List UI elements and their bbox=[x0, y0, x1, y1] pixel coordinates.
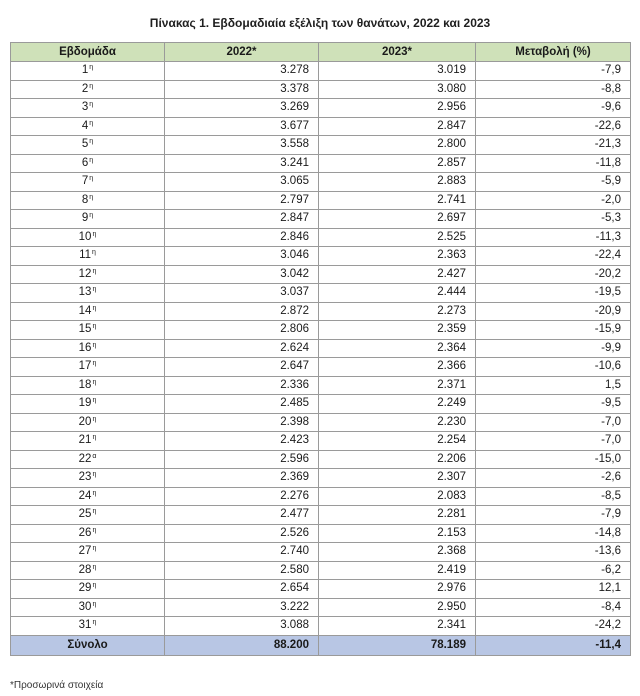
table-row bbox=[11, 487, 631, 506]
table-row bbox=[11, 99, 631, 118]
week-ordinal-suffix: η bbox=[92, 415, 97, 423]
column-header-week: Εβδομάδα bbox=[11, 43, 165, 62]
week-number: 8 bbox=[81, 193, 89, 206]
table-row bbox=[11, 598, 631, 617]
table-row bbox=[11, 432, 631, 451]
week-number: 17 bbox=[78, 360, 92, 373]
change-percent: -20,9 bbox=[476, 302, 631, 321]
week-cell bbox=[11, 358, 165, 377]
week-number: 1 bbox=[81, 64, 89, 77]
footnote: *Προσωρινά στοιχεία bbox=[10, 680, 104, 691]
value-2022: 2.485 bbox=[165, 395, 319, 414]
table-row bbox=[11, 117, 631, 136]
week-ordinal-suffix: η bbox=[92, 545, 97, 553]
week-cell bbox=[11, 136, 165, 155]
week-ordinal-suffix: α bbox=[92, 452, 97, 460]
value-2022: 2.624 bbox=[165, 339, 319, 358]
change-percent: -2,6 bbox=[476, 469, 631, 488]
value-2022: 2.423 bbox=[165, 432, 319, 451]
value-2023: 2.800 bbox=[319, 136, 476, 155]
value-2023: 2.359 bbox=[319, 321, 476, 340]
week-ordinal-suffix: η bbox=[92, 471, 97, 479]
week-number: 31 bbox=[78, 619, 92, 632]
column-header-2022: 2022* bbox=[165, 43, 319, 62]
week-cell bbox=[11, 506, 165, 525]
value-2022: 3.558 bbox=[165, 136, 319, 155]
week-number: 2 bbox=[81, 82, 89, 95]
table-row bbox=[11, 228, 631, 247]
week-cell bbox=[11, 321, 165, 340]
week-ordinal-suffix: η bbox=[92, 304, 97, 312]
value-2022: 2.276 bbox=[165, 487, 319, 506]
week-ordinal-suffix: η bbox=[92, 230, 97, 238]
table-body bbox=[11, 62, 631, 636]
value-2022: 2.740 bbox=[165, 543, 319, 562]
week-number: 10 bbox=[78, 230, 92, 243]
value-2023: 2.364 bbox=[319, 339, 476, 358]
change-percent: -14,8 bbox=[476, 524, 631, 543]
deaths-table bbox=[10, 42, 631, 656]
table-row bbox=[11, 358, 631, 377]
change-percent: -19,5 bbox=[476, 284, 631, 303]
week-number: 12 bbox=[78, 267, 92, 280]
week-cell bbox=[11, 413, 165, 432]
week-ordinal-suffix: η bbox=[92, 434, 97, 442]
table-row bbox=[11, 80, 631, 99]
value-2022: 2.797 bbox=[165, 191, 319, 210]
week-ordinal-suffix: η bbox=[89, 175, 94, 183]
table-row bbox=[11, 543, 631, 562]
change-percent: -10,6 bbox=[476, 358, 631, 377]
value-2022: 2.526 bbox=[165, 524, 319, 543]
value-2023: 2.366 bbox=[319, 358, 476, 377]
total-change: -11,4 bbox=[476, 635, 631, 655]
week-number: 4 bbox=[81, 119, 89, 132]
value-2022: 2.477 bbox=[165, 506, 319, 525]
header-row bbox=[11, 43, 631, 62]
week-ordinal-suffix: η bbox=[92, 378, 97, 386]
value-2023: 2.847 bbox=[319, 117, 476, 136]
change-percent: -8,8 bbox=[476, 80, 631, 99]
value-2022: 3.677 bbox=[165, 117, 319, 136]
value-2023: 2.254 bbox=[319, 432, 476, 451]
table-row bbox=[11, 580, 631, 599]
change-percent: -15,0 bbox=[476, 450, 631, 469]
value-2023: 2.230 bbox=[319, 413, 476, 432]
change-percent: -22,4 bbox=[476, 247, 631, 266]
week-number: 13 bbox=[78, 286, 92, 299]
value-2022: 3.042 bbox=[165, 265, 319, 284]
table-row bbox=[11, 302, 631, 321]
week-cell bbox=[11, 154, 165, 173]
value-2023: 2.741 bbox=[319, 191, 476, 210]
table-row bbox=[11, 469, 631, 488]
week-ordinal-suffix: η bbox=[92, 267, 97, 275]
value-2023: 2.083 bbox=[319, 487, 476, 506]
value-2022: 3.065 bbox=[165, 173, 319, 192]
value-2022: 3.278 bbox=[165, 62, 319, 81]
value-2023: 2.857 bbox=[319, 154, 476, 173]
change-percent: -5,3 bbox=[476, 210, 631, 229]
table-row bbox=[11, 450, 631, 469]
value-2022: 3.222 bbox=[165, 598, 319, 617]
week-number: 11 bbox=[79, 249, 92, 262]
table-row bbox=[11, 265, 631, 284]
week-number: 21 bbox=[78, 434, 92, 447]
change-percent: -6,2 bbox=[476, 561, 631, 580]
change-percent: -7,9 bbox=[476, 506, 631, 525]
week-cell bbox=[11, 561, 165, 580]
change-percent: -24,2 bbox=[476, 617, 631, 636]
week-cell bbox=[11, 617, 165, 636]
week-ordinal-suffix: η bbox=[92, 526, 97, 534]
table-row bbox=[11, 561, 631, 580]
week-ordinal-suffix: η bbox=[89, 82, 94, 90]
value-2022: 3.241 bbox=[165, 154, 319, 173]
value-2023: 2.307 bbox=[319, 469, 476, 488]
week-cell bbox=[11, 469, 165, 488]
value-2023: 2.883 bbox=[319, 173, 476, 192]
table-row bbox=[11, 247, 631, 266]
change-percent: -22,6 bbox=[476, 117, 631, 136]
total-2023: 78.189 bbox=[319, 635, 476, 655]
table-row bbox=[11, 210, 631, 229]
change-percent: 12,1 bbox=[476, 580, 631, 599]
change-percent: 1,5 bbox=[476, 376, 631, 395]
week-ordinal-suffix: η bbox=[89, 212, 94, 220]
value-2023: 2.976 bbox=[319, 580, 476, 599]
value-2022: 2.398 bbox=[165, 413, 319, 432]
week-cell bbox=[11, 395, 165, 414]
week-number: 7 bbox=[81, 175, 89, 188]
value-2023: 3.080 bbox=[319, 80, 476, 99]
week-ordinal-suffix: η bbox=[89, 64, 94, 72]
week-ordinal-suffix: η bbox=[89, 156, 94, 164]
week-number: 15 bbox=[78, 323, 92, 336]
value-2023: 2.281 bbox=[319, 506, 476, 525]
value-2022: 2.647 bbox=[165, 358, 319, 377]
column-header-2023: 2023* bbox=[319, 43, 476, 62]
column-header-change: Μεταβολή (%) bbox=[476, 43, 631, 62]
week-cell bbox=[11, 173, 165, 192]
table-row bbox=[11, 339, 631, 358]
week-ordinal-suffix: η bbox=[89, 101, 94, 109]
week-number: 5 bbox=[81, 138, 89, 151]
week-number: 22 bbox=[78, 452, 92, 465]
week-cell bbox=[11, 376, 165, 395]
value-2023: 2.956 bbox=[319, 99, 476, 118]
week-ordinal-suffix: η bbox=[89, 193, 94, 201]
week-number: 28 bbox=[78, 563, 92, 576]
week-number: 29 bbox=[78, 582, 92, 595]
week-number: 20 bbox=[78, 415, 92, 428]
week-ordinal-suffix: η bbox=[92, 563, 97, 571]
value-2022: 3.046 bbox=[165, 247, 319, 266]
week-ordinal-suffix: η bbox=[92, 397, 97, 405]
week-cell bbox=[11, 487, 165, 506]
change-percent: -8,5 bbox=[476, 487, 631, 506]
table-row bbox=[11, 62, 631, 81]
change-percent: -9,9 bbox=[476, 339, 631, 358]
change-percent: -5,9 bbox=[476, 173, 631, 192]
table-row bbox=[11, 173, 631, 192]
table-row bbox=[11, 136, 631, 155]
value-2022: 3.378 bbox=[165, 80, 319, 99]
week-number: 24 bbox=[78, 489, 92, 502]
week-cell bbox=[11, 210, 165, 229]
value-2022: 2.580 bbox=[165, 561, 319, 580]
week-ordinal-suffix: η bbox=[89, 119, 94, 127]
week-cell bbox=[11, 191, 165, 210]
week-number: 3 bbox=[81, 101, 89, 114]
week-cell bbox=[11, 284, 165, 303]
week-cell bbox=[11, 432, 165, 451]
week-cell bbox=[11, 62, 165, 81]
change-percent: -13,6 bbox=[476, 543, 631, 562]
change-percent: -9,5 bbox=[476, 395, 631, 414]
change-percent: -11,3 bbox=[476, 228, 631, 247]
change-percent: -11,8 bbox=[476, 154, 631, 173]
value-2023: 2.419 bbox=[319, 561, 476, 580]
value-2022: 2.872 bbox=[165, 302, 319, 321]
change-percent: -2,0 bbox=[476, 191, 631, 210]
value-2022: 2.806 bbox=[165, 321, 319, 340]
week-ordinal-suffix: η bbox=[92, 489, 97, 497]
week-ordinal-suffix: η bbox=[89, 138, 94, 146]
value-2022: 2.336 bbox=[165, 376, 319, 395]
change-percent: -8,4 bbox=[476, 598, 631, 617]
week-cell bbox=[11, 598, 165, 617]
table-row bbox=[11, 284, 631, 303]
week-number: 30 bbox=[78, 600, 92, 613]
week-number: 9 bbox=[81, 212, 89, 225]
week-number: 25 bbox=[78, 508, 92, 521]
week-number: 6 bbox=[81, 156, 89, 169]
week-ordinal-suffix: η bbox=[92, 286, 97, 294]
total-2022: 88.200 bbox=[165, 635, 319, 655]
value-2023: 2.697 bbox=[319, 210, 476, 229]
week-ordinal-suffix: η bbox=[92, 582, 97, 590]
week-number: 27 bbox=[78, 545, 92, 558]
value-2022: 2.596 bbox=[165, 450, 319, 469]
table-row bbox=[11, 154, 631, 173]
change-percent: -7,9 bbox=[476, 62, 631, 81]
week-cell bbox=[11, 247, 165, 266]
week-cell bbox=[11, 339, 165, 358]
change-percent: -9,6 bbox=[476, 99, 631, 118]
value-2023: 2.368 bbox=[319, 543, 476, 562]
table-row bbox=[11, 413, 631, 432]
value-2022: 2.654 bbox=[165, 580, 319, 599]
week-number: 19 bbox=[78, 397, 92, 410]
week-number: 18 bbox=[78, 378, 92, 391]
table-row bbox=[11, 617, 631, 636]
value-2023: 2.273 bbox=[319, 302, 476, 321]
change-percent: -7,0 bbox=[476, 413, 631, 432]
value-2023: 2.427 bbox=[319, 265, 476, 284]
change-percent: -20,2 bbox=[476, 265, 631, 284]
total-row bbox=[11, 635, 631, 655]
value-2023: 2.363 bbox=[319, 247, 476, 266]
table-row bbox=[11, 506, 631, 525]
value-2023: 2.153 bbox=[319, 524, 476, 543]
week-ordinal-suffix: η bbox=[92, 341, 97, 349]
week-cell bbox=[11, 228, 165, 247]
week-number: 14 bbox=[78, 304, 92, 317]
change-percent: -21,3 bbox=[476, 136, 631, 155]
table-row bbox=[11, 524, 631, 543]
change-percent: -7,0 bbox=[476, 432, 631, 451]
week-cell bbox=[11, 302, 165, 321]
week-number: 16 bbox=[78, 341, 92, 354]
value-2023: 2.525 bbox=[319, 228, 476, 247]
week-ordinal-suffix: η bbox=[92, 360, 97, 368]
table-row bbox=[11, 395, 631, 414]
value-2022: 3.037 bbox=[165, 284, 319, 303]
week-cell bbox=[11, 580, 165, 599]
week-ordinal-suffix: η bbox=[92, 323, 97, 331]
value-2022: 3.088 bbox=[165, 617, 319, 636]
week-number: 26 bbox=[78, 526, 92, 539]
week-cell bbox=[11, 80, 165, 99]
week-ordinal-suffix: η bbox=[92, 600, 97, 608]
value-2022: 2.847 bbox=[165, 210, 319, 229]
value-2022: 3.269 bbox=[165, 99, 319, 118]
week-number: 23 bbox=[78, 471, 92, 484]
week-ordinal-suffix: η bbox=[92, 249, 96, 257]
week-cell bbox=[11, 99, 165, 118]
value-2023: 3.019 bbox=[319, 62, 476, 81]
week-ordinal-suffix: η bbox=[92, 619, 97, 627]
week-ordinal-suffix: η bbox=[92, 508, 97, 516]
week-cell bbox=[11, 265, 165, 284]
value-2022: 2.369 bbox=[165, 469, 319, 488]
value-2023: 2.206 bbox=[319, 450, 476, 469]
table-row bbox=[11, 321, 631, 340]
value-2023: 2.249 bbox=[319, 395, 476, 414]
table-row bbox=[11, 376, 631, 395]
week-cell bbox=[11, 450, 165, 469]
value-2022: 2.846 bbox=[165, 228, 319, 247]
value-2023: 2.371 bbox=[319, 376, 476, 395]
value-2023: 2.341 bbox=[319, 617, 476, 636]
week-cell bbox=[11, 524, 165, 543]
week-cell bbox=[11, 543, 165, 562]
table-row bbox=[11, 191, 631, 210]
week-cell bbox=[11, 117, 165, 136]
value-2023: 2.444 bbox=[319, 284, 476, 303]
total-label: Σύνολο bbox=[11, 635, 165, 655]
table-title: Πίνακας 1. Εβδομαδιαία εξέλιξη των θανάτων, 2022 και 2023 bbox=[149, 16, 491, 30]
change-percent: -15,9 bbox=[476, 321, 631, 340]
value-2023: 2.950 bbox=[319, 598, 476, 617]
